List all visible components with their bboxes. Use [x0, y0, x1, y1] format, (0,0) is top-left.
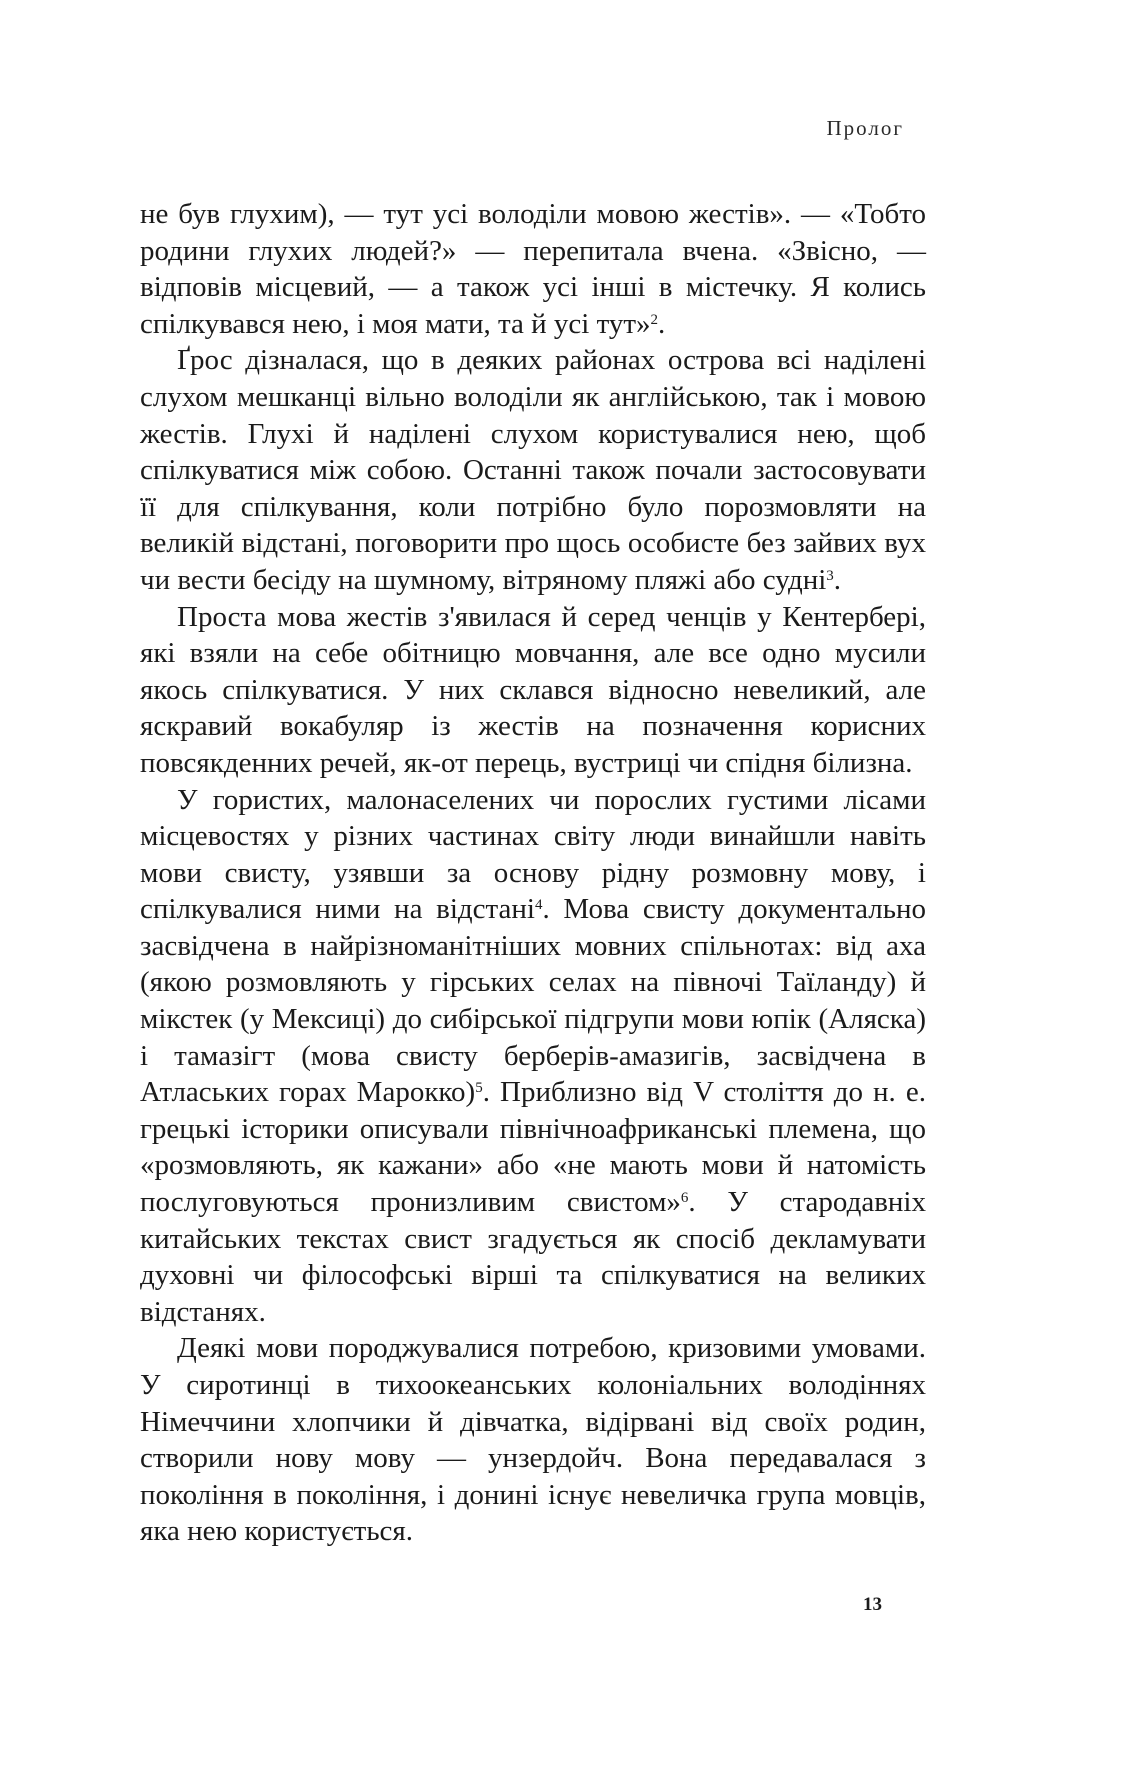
footnote-ref[interactable]: 6	[680, 1190, 689, 1207]
footnote-ref[interactable]: 5	[475, 1080, 483, 1097]
paragraph-5	[140, 1330, 926, 1550]
paragraph-4	[140, 782, 926, 1331]
paragraph-2	[140, 342, 926, 598]
footnote-ref[interactable]: 4	[534, 897, 543, 914]
paragraph-text: Проста мова жестів з'явилася й серед ченців у Кентербері, які взяли на себе обітницю мовчання, але все одно мусили якось спілкуватися. У них склався відносно невеликий, але яскравий вокабуляр із жестів на позначення корисних повсякденних речей, як-от перець, вустриці чи спідня білизна.	[140, 600, 926, 779]
paragraph-text: У гористих, малонаселених чи порослих густими лісами місцевостях у різних частинах світу люди винайшли навіть мови свисту, узявши за основу рідну розмовну мову, і спілкувалися ними на відстані	[140, 783, 926, 926]
paragraph-text: . Мова свисту документально засвідчена в найрізноманітніших мовних спільнотах: від аха (якою розмовляють у гірських селах на півночі Таїланду) й мікстек (у Мексиці) до сибірської підгрупи мови юпік (Аляска) і тамазігт (мова свисту берберів-амазигів, засвідчена в Атлаських горах Марокко)	[140, 893, 926, 1109]
paragraph-3	[140, 599, 926, 782]
footnote-ref[interactable]: 3	[826, 567, 834, 584]
paragraph-text: не був глухим), — тут усі володіли мовою жестів». — «Тобто родини глухих людей?» — перепитала вчена. «Звісно, — відповів місцевий, — а також усі інші в містечку. Я колись спілкувався нею, і моя мати, та й усі тут»	[140, 198, 926, 340]
footnote-ref[interactable]: 2	[650, 311, 659, 328]
paragraph-text: Ґрос дізналася, що в деяких районах острова всі наділені слухом мешканці вільно володіли як англійською, так і мовою жестів. Глухі й наділені слухом користувалися нею, щоб спілкуватися між собою. Останні також почали застосовувати її для спілкування, коли потрібно було порозмовляти на великій відстані, поговорити про щось особисте без зайвих вух чи вести бесіду на шумному, вітряному пляжі або судні	[140, 344, 926, 596]
paragraph-text: . У стародавніх китайських текстах свист згадується як спосіб декламувати духовні чи філософські вірші та спілкуватися на великих відстанях.	[140, 1186, 926, 1328]
paragraph-text: .	[833, 563, 842, 596]
paragraph-text: .	[658, 307, 666, 340]
paragraph-text: Деякі мови породжувалися потребою, кризовими умовами. У сиротинці в тихоокеанських колоніальних володіннях Німеччини хлопчики й дівчатка, відірвані від своїх родин, створили нову мову — унзердойч. Вона передавалася з покоління в покоління, і донині існує невеличка група мовців, яка нею користується.	[140, 1332, 926, 1548]
page-number: 13	[863, 1594, 882, 1615]
paragraph-1	[140, 196, 926, 342]
body-text	[140, 196, 926, 1550]
paragraph-text: . Приблизно від V століття до н. е. грецькі історики описували північноафриканські племена, що «розмовляють, як кажани» або «не мають мови й натомість послуговуються пронизливим свистом»	[140, 1076, 926, 1219]
running-head: Пролог	[826, 116, 904, 140]
